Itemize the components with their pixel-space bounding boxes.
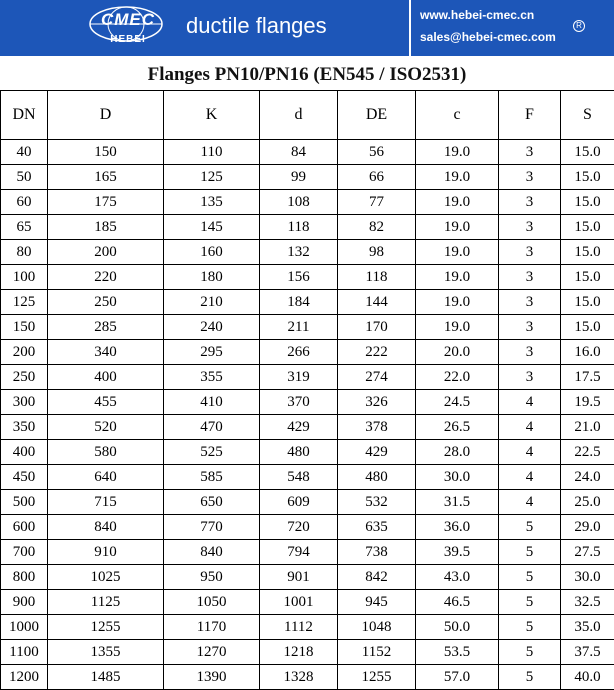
table-cell: 900 bbox=[1, 590, 48, 615]
table-cell: 1170 bbox=[164, 615, 260, 640]
table-row bbox=[1, 140, 614, 165]
table-cell: 21.0 bbox=[561, 415, 614, 440]
table-cell: 450 bbox=[1, 465, 48, 490]
table-cell: 40 bbox=[1, 140, 48, 165]
table-cell: 19.0 bbox=[416, 215, 499, 240]
table-row bbox=[1, 315, 614, 340]
table-cell: 27.5 bbox=[561, 540, 614, 565]
column-header: c bbox=[416, 91, 499, 140]
table-cell: 480 bbox=[260, 440, 338, 465]
table-cell: 600 bbox=[1, 515, 48, 540]
table-cell: 350 bbox=[1, 415, 48, 440]
table-cell: 1255 bbox=[338, 665, 416, 690]
table-cell: 82 bbox=[338, 215, 416, 240]
table-cell: 150 bbox=[48, 140, 164, 165]
column-header: K bbox=[164, 91, 260, 140]
table-cell: 1152 bbox=[338, 640, 416, 665]
table-cell: 118 bbox=[338, 265, 416, 290]
table-cell: 22.0 bbox=[416, 365, 499, 390]
table-cell: 950 bbox=[164, 565, 260, 590]
table-cell: 108 bbox=[260, 190, 338, 215]
header-banner bbox=[0, 0, 614, 56]
table-cell: 65 bbox=[1, 215, 48, 240]
table-cell: 609 bbox=[260, 490, 338, 515]
table-cell: 250 bbox=[48, 290, 164, 315]
table-cell: 3 bbox=[499, 365, 561, 390]
table-row bbox=[1, 490, 614, 515]
website-link[interactable]: www.hebei-cmec.cn bbox=[420, 8, 534, 22]
column-header: D bbox=[48, 91, 164, 140]
table-cell: 340 bbox=[48, 340, 164, 365]
table-cell: 1125 bbox=[48, 590, 164, 615]
table-cell: 1025 bbox=[48, 565, 164, 590]
table-cell: 19.5 bbox=[561, 390, 614, 415]
table-cell: 50.0 bbox=[416, 615, 499, 640]
table-cell: 1255 bbox=[48, 615, 164, 640]
banner-title: ductile flanges bbox=[186, 13, 327, 39]
table-cell: 1485 bbox=[48, 665, 164, 690]
table-cell: 19.0 bbox=[416, 265, 499, 290]
table-cell: 650 bbox=[164, 490, 260, 515]
column-header: DN bbox=[1, 91, 48, 140]
company-logo bbox=[86, 4, 166, 50]
table-cell: 84 bbox=[260, 140, 338, 165]
table-cell: 5 bbox=[499, 565, 561, 590]
table-cell: 222 bbox=[338, 340, 416, 365]
table-cell: 36.0 bbox=[416, 515, 499, 540]
table-cell: 770 bbox=[164, 515, 260, 540]
table-cell: 266 bbox=[260, 340, 338, 365]
table-cell: 3 bbox=[499, 340, 561, 365]
table-cell: 185 bbox=[48, 215, 164, 240]
table-cell: 66 bbox=[338, 165, 416, 190]
table-cell: 700 bbox=[1, 540, 48, 565]
table-cell: 15.0 bbox=[561, 290, 614, 315]
table-cell: 3 bbox=[499, 215, 561, 240]
table-row bbox=[1, 190, 614, 215]
table-row bbox=[1, 665, 614, 690]
table-cell: 39.5 bbox=[416, 540, 499, 565]
table-cell: 220 bbox=[48, 265, 164, 290]
table-cell: 3 bbox=[499, 165, 561, 190]
table-cell: 24.5 bbox=[416, 390, 499, 415]
table-cell: 170 bbox=[338, 315, 416, 340]
table-cell: 156 bbox=[260, 265, 338, 290]
table-cell: 50 bbox=[1, 165, 48, 190]
table-cell: 60 bbox=[1, 190, 48, 215]
table-row bbox=[1, 540, 614, 565]
table-cell: 378 bbox=[338, 415, 416, 440]
table-cell: 98 bbox=[338, 240, 416, 265]
table-row bbox=[1, 415, 614, 440]
table-cell: 15.0 bbox=[561, 190, 614, 215]
table-cell: 35.0 bbox=[561, 615, 614, 640]
table-cell: 46.5 bbox=[416, 590, 499, 615]
table-cell: 19.0 bbox=[416, 315, 499, 340]
table-cell: 37.5 bbox=[561, 640, 614, 665]
table-cell: 19.0 bbox=[416, 240, 499, 265]
table-cell: 4 bbox=[499, 440, 561, 465]
table-cell: 150 bbox=[1, 315, 48, 340]
table-cell: 4 bbox=[499, 465, 561, 490]
table-cell: 53.5 bbox=[416, 640, 499, 665]
table-cell: 500 bbox=[1, 490, 48, 515]
table-cell: 5 bbox=[499, 615, 561, 640]
table-cell: 5 bbox=[499, 540, 561, 565]
table-body bbox=[1, 140, 614, 690]
table-cell: 580 bbox=[48, 440, 164, 465]
table-cell: 901 bbox=[260, 565, 338, 590]
table-title: Flanges PN10/PN16 (EN545 / ISO2531) bbox=[0, 64, 614, 86]
table-cell: 548 bbox=[260, 465, 338, 490]
table-cell: 410 bbox=[164, 390, 260, 415]
table-cell: 4 bbox=[499, 390, 561, 415]
table-cell: 24.0 bbox=[561, 465, 614, 490]
table-cell: 165 bbox=[48, 165, 164, 190]
table-cell: 40.0 bbox=[561, 665, 614, 690]
logo-subtitle: HEBEI bbox=[92, 34, 164, 45]
table-row bbox=[1, 340, 614, 365]
table-row bbox=[1, 365, 614, 390]
table-row bbox=[1, 640, 614, 665]
table-cell: 370 bbox=[260, 390, 338, 415]
logo-wordmark: CMEC bbox=[92, 10, 164, 30]
table-cell: 274 bbox=[338, 365, 416, 390]
table-cell: 4 bbox=[499, 490, 561, 515]
table-cell: 3 bbox=[499, 290, 561, 315]
table-cell: 429 bbox=[338, 440, 416, 465]
table-cell: 211 bbox=[260, 315, 338, 340]
table-cell: 210 bbox=[164, 290, 260, 315]
table-cell: 295 bbox=[164, 340, 260, 365]
table-cell: 118 bbox=[260, 215, 338, 240]
table-cell: 455 bbox=[48, 390, 164, 415]
table-row bbox=[1, 290, 614, 315]
table-cell: 200 bbox=[1, 340, 48, 365]
table-cell: 31.5 bbox=[416, 490, 499, 515]
table-cell: 15.0 bbox=[561, 140, 614, 165]
table-cell: 1390 bbox=[164, 665, 260, 690]
table-cell: 3 bbox=[499, 265, 561, 290]
table-row bbox=[1, 440, 614, 465]
table-cell: 19.0 bbox=[416, 190, 499, 215]
column-header: F bbox=[499, 91, 561, 140]
table-cell: 3 bbox=[499, 140, 561, 165]
table-cell: 400 bbox=[1, 440, 48, 465]
table-cell: 1000 bbox=[1, 615, 48, 640]
table-cell: 135 bbox=[164, 190, 260, 215]
table-cell: 3 bbox=[499, 315, 561, 340]
table-cell: 3 bbox=[499, 240, 561, 265]
table-cell: 1328 bbox=[260, 665, 338, 690]
table-cell: 15.0 bbox=[561, 240, 614, 265]
table-cell: 1048 bbox=[338, 615, 416, 640]
table-cell: 125 bbox=[1, 290, 48, 315]
table-header-row bbox=[1, 91, 614, 140]
table-cell: 640 bbox=[48, 465, 164, 490]
table-cell: 15.0 bbox=[561, 215, 614, 240]
table-cell: 794 bbox=[260, 540, 338, 565]
table-cell: 15.0 bbox=[561, 265, 614, 290]
table-cell: 1100 bbox=[1, 640, 48, 665]
table-cell: 125 bbox=[164, 165, 260, 190]
table-row bbox=[1, 565, 614, 590]
table-cell: 175 bbox=[48, 190, 164, 215]
table-cell: 15.0 bbox=[561, 315, 614, 340]
table-cell: 20.0 bbox=[416, 340, 499, 365]
table-cell: 56 bbox=[338, 140, 416, 165]
table-cell: 800 bbox=[1, 565, 48, 590]
column-header: d bbox=[260, 91, 338, 140]
table-row bbox=[1, 390, 614, 415]
table-row bbox=[1, 615, 614, 640]
table-cell: 240 bbox=[164, 315, 260, 340]
table-cell: 100 bbox=[1, 265, 48, 290]
table-cell: 1355 bbox=[48, 640, 164, 665]
table-cell: 200 bbox=[48, 240, 164, 265]
table-cell: 22.5 bbox=[561, 440, 614, 465]
table-cell: 132 bbox=[260, 240, 338, 265]
table-cell: 1050 bbox=[164, 590, 260, 615]
table-cell: 145 bbox=[164, 215, 260, 240]
table-cell: 19.0 bbox=[416, 290, 499, 315]
table-cell: 1112 bbox=[260, 615, 338, 640]
table-cell: 5 bbox=[499, 665, 561, 690]
table-cell: 110 bbox=[164, 140, 260, 165]
table-cell: 480 bbox=[338, 465, 416, 490]
table-cell: 26.5 bbox=[416, 415, 499, 440]
table-cell: 1001 bbox=[260, 590, 338, 615]
table-cell: 80 bbox=[1, 240, 48, 265]
table-cell: 250 bbox=[1, 365, 48, 390]
table-cell: 28.0 bbox=[416, 440, 499, 465]
table-cell: 840 bbox=[48, 515, 164, 540]
table-cell: 429 bbox=[260, 415, 338, 440]
table-cell: 319 bbox=[260, 365, 338, 390]
table-cell: 4 bbox=[499, 415, 561, 440]
table-row bbox=[1, 465, 614, 490]
table-cell: 470 bbox=[164, 415, 260, 440]
table-cell: 738 bbox=[338, 540, 416, 565]
table-cell: 77 bbox=[338, 190, 416, 215]
table-cell: 19.0 bbox=[416, 140, 499, 165]
table-row bbox=[1, 515, 614, 540]
table-cell: 400 bbox=[48, 365, 164, 390]
banner-divider bbox=[409, 0, 411, 56]
table-cell: 1270 bbox=[164, 640, 260, 665]
table-cell: 300 bbox=[1, 390, 48, 415]
table-cell: 160 bbox=[164, 240, 260, 265]
column-header: DE bbox=[338, 91, 416, 140]
table-cell: 16.0 bbox=[561, 340, 614, 365]
table-cell: 43.0 bbox=[416, 565, 499, 590]
table-row bbox=[1, 215, 614, 240]
table-cell: 285 bbox=[48, 315, 164, 340]
table-cell: 144 bbox=[338, 290, 416, 315]
table-row bbox=[1, 265, 614, 290]
table-cell: 3 bbox=[499, 190, 561, 215]
table-cell: 720 bbox=[260, 515, 338, 540]
table-row bbox=[1, 165, 614, 190]
table-cell: 57.0 bbox=[416, 665, 499, 690]
table-cell: 525 bbox=[164, 440, 260, 465]
table-cell: 635 bbox=[338, 515, 416, 540]
table-cell: 180 bbox=[164, 265, 260, 290]
column-header: S bbox=[561, 91, 614, 140]
table-cell: 520 bbox=[48, 415, 164, 440]
flange-spec-table bbox=[0, 90, 614, 690]
table-cell: 326 bbox=[338, 390, 416, 415]
table-cell: 910 bbox=[48, 540, 164, 565]
table-cell: 532 bbox=[338, 490, 416, 515]
table-cell: 1200 bbox=[1, 665, 48, 690]
table-cell: 5 bbox=[499, 590, 561, 615]
table-cell: 30.0 bbox=[416, 465, 499, 490]
table-cell: 25.0 bbox=[561, 490, 614, 515]
registered-mark-icon: R bbox=[573, 20, 585, 32]
email-link[interactable]: sales@hebei-cmec.com bbox=[420, 30, 556, 44]
table-cell: 715 bbox=[48, 490, 164, 515]
table-cell: 32.5 bbox=[561, 590, 614, 615]
table-cell: 17.5 bbox=[561, 365, 614, 390]
table-cell: 19.0 bbox=[416, 165, 499, 190]
table-cell: 840 bbox=[164, 540, 260, 565]
table-cell: 5 bbox=[499, 515, 561, 540]
table-row bbox=[1, 590, 614, 615]
table-cell: 842 bbox=[338, 565, 416, 590]
table-cell: 1218 bbox=[260, 640, 338, 665]
table-cell: 99 bbox=[260, 165, 338, 190]
table-cell: 29.0 bbox=[561, 515, 614, 540]
table-cell: 5 bbox=[499, 640, 561, 665]
table-cell: 945 bbox=[338, 590, 416, 615]
table-cell: 355 bbox=[164, 365, 260, 390]
table-cell: 184 bbox=[260, 290, 338, 315]
table-cell: 30.0 bbox=[561, 565, 614, 590]
table-row bbox=[1, 240, 614, 265]
table-cell: 15.0 bbox=[561, 165, 614, 190]
table-cell: 585 bbox=[164, 465, 260, 490]
